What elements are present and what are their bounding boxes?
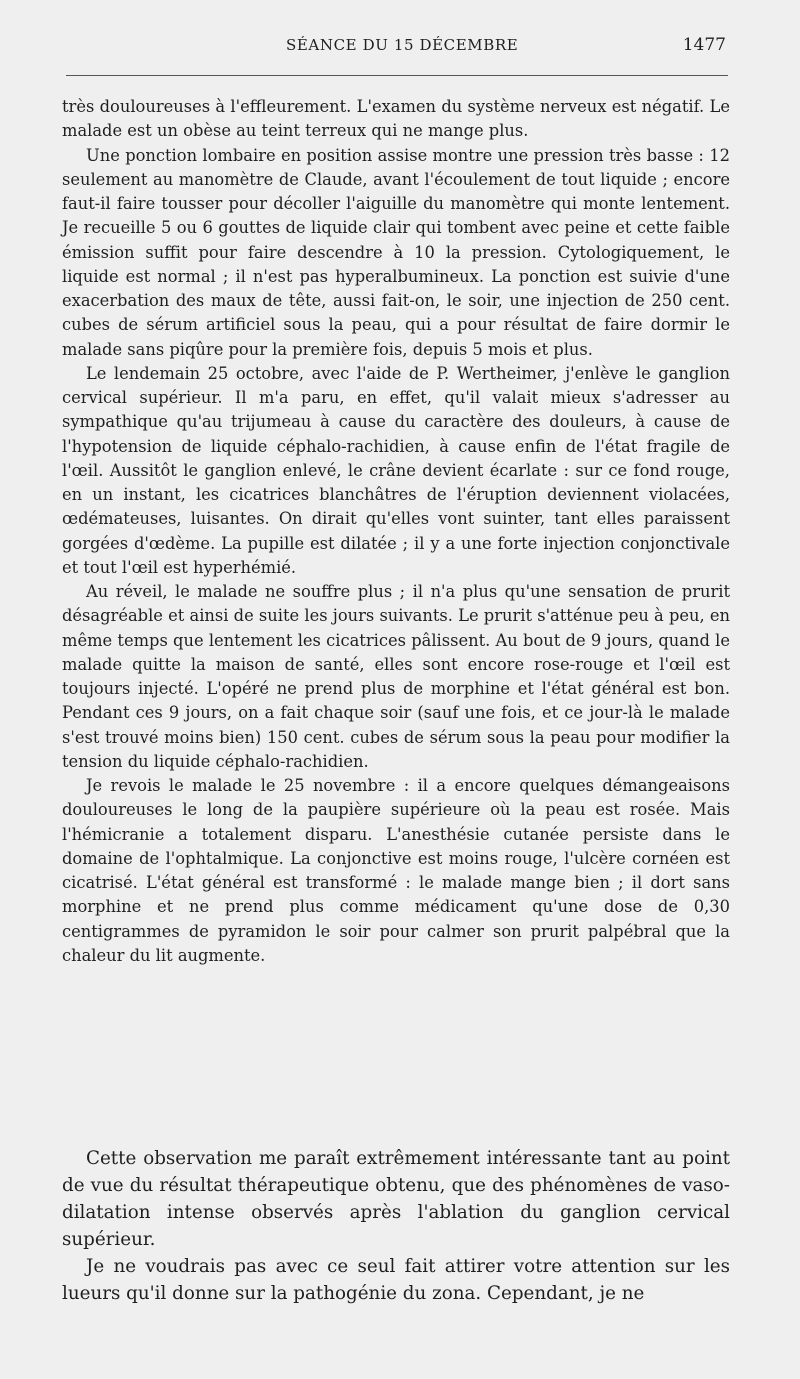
running-title: SÉANCE DU 15 DÉCEMBRE [286,36,519,54]
paragraph: Au réveil, le malade ne souffre plus ; il n'a plus qu'une sensation de prurit désagréable et ainsi de suite les jours suivants. Le prurit s'atténue peu à peu, en même temps que lentement les cicatrices pâlissent. Au bout de 9 jours, quand le malade quitte la maison de santé, elles sont encore rose-rouge et l'œil est toujours injecté. L'opéré ne prend plus de morphine et l'état général est bon. Pendant ces 9 jours, on a fait chaque soir (sauf une fois, et ce jour-là le malade s'est trouvé moins bien) 150 cent. cubes de sérum sous la peau pour modifier la tension du liquide céphalo-rachidien. [62,582,730,771]
paragraph: Une ponction lombaire en position assise montre une pression très basse : 12 seulement au manomètre de Claude, avant l'écoulement de tout liquide ; encore faut-il faire tousser pour décoller l'aiguille du manomètre qui monte lentement. Je recueille 5 ou 6 gouttes de liquide clair qui tombent avec peine et cette faible émission suffit pour faire descendre à 10 la pression. Cytologiquement, le liquide est normal ; il n'est pas hyperalbumineux. La ponction est suivie d'une exacerbation des maux de tête, aussi fait-on, le soir, une injection de 250 cent. cubes de sérum artificiel sous la peau, qui a pour résultat de faire dormir le malade sans piqûre pour la première fois, depuis 5 mois et plus. [62,145,730,359]
paragraph: Je revois le malade le 25 novembre : il a encore quelques démangeaisons douloureuses le long de la paupière supérieure où la peau est rosée. Mais l'hémicranie a totalement disparu. L'anesthésie cutanée persiste dans le domaine de l'ophtalmique. La conjonctive est moins rouge, l'ulcère cornéen est cicatrisé. L'état général est transformé : le malade mange bien ; il dort sans morphine et ne prend plus comme médicament qu'une dose de 0,30 centigrammes de pyramidon le soir pour calmer son prurit palpébral que la chaleur du lit augmente. [62,776,730,965]
paragraph: très douloureuses à l'effleurement. L'examen du système nerveux est négatif. Le malade est un obèse au teint terreux qui ne mange plus. [62,97,730,141]
page-number: 1477 [682,35,726,55]
case-report-text [62,95,730,968]
header-rule [66,75,728,76]
discussion-text [62,1145,730,1307]
paragraph: Cette observation me paraît extrêmement intéressante tant au point de vue du résultat thérapeutique obtenu, que des phénomènes de vaso-dilatation intense observés après l'ablation du ganglion cervical supérieur. [62,1148,730,1250]
page-header [66,36,728,60]
paragraph: Je ne voudrais pas avec ce seul fait attirer votre attention sur les lueurs qu'il donne sur la pathogénie du zona. Cependant, je ne [62,1256,730,1304]
paragraph: Le lendemain 25 octobre, avec l'aide de P. Wertheimer, j'enlève le ganglion cervical supérieur. Il m'a paru, en effet, qu'il valait mieux s'adresser au sympathique qu'au trijumeau à cause du caractère des douleurs, à cause de l'hypotension de liquide céphalo-rachidien, à cause enfin de l'état fragile de l'œil. Aussitôt le ganglion enlevé, le crâne devient écarlate : sur ce fond rouge, en un instant, les cicatrices blanchâtres de l'éruption deviennent violacées, œdémateuses, luisantes. On dirait qu'elles vont suinter, tant elles paraissent gorgées d'œdème. La pupille est dilatée ; il y a une forte injection conjonctivale et tout l'œil est hyperhémié. [62,363,730,577]
